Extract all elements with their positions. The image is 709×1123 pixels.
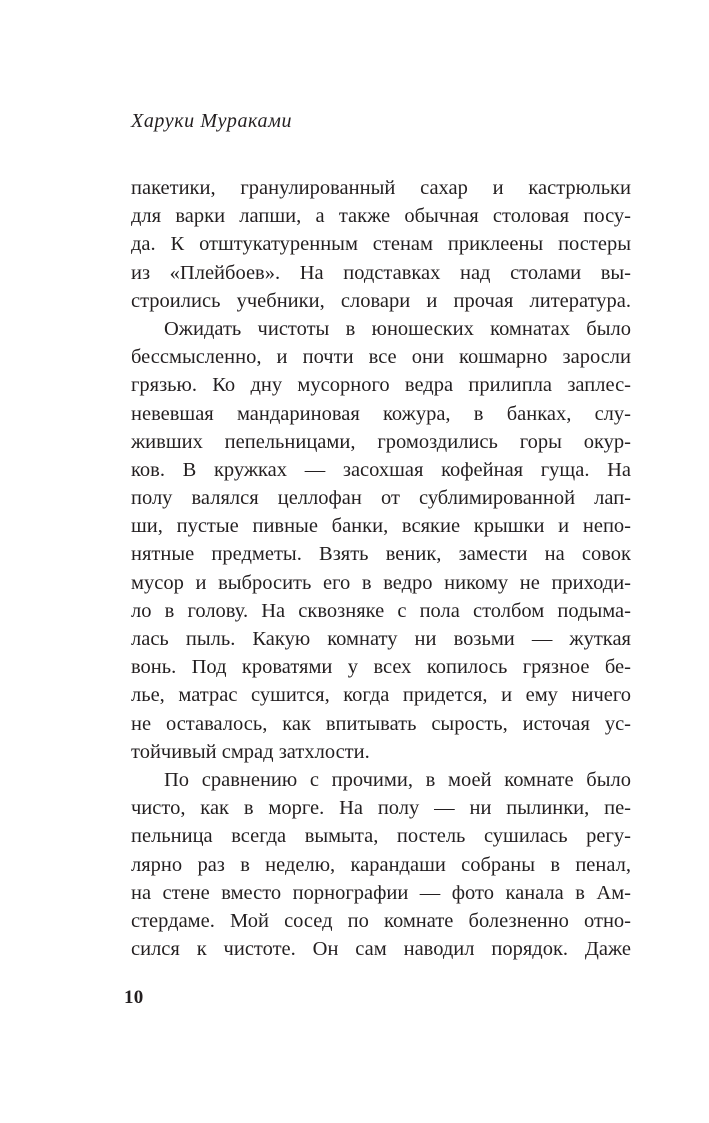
text-line: стердаме. Мой сосед по комнате болезненно отно- xyxy=(131,909,631,932)
text-line: бессмысленно, и почти все они кошмарно заросли xyxy=(131,346,631,369)
text-line: на стене вместо порнографии — фото канала в Ам- xyxy=(131,881,631,904)
text-line: вонь. Под кроватями у всех копилось грязное бе- xyxy=(131,656,631,679)
text-line: мусор и выбросить его в ведро никому не приходи- xyxy=(131,571,631,594)
text-line: нятные предметы. Взять веник, замести на совок xyxy=(131,543,631,566)
text-line: лась пыль. Какую комнату ни возьми — жуткая xyxy=(131,628,631,650)
text-line: лье, матрас сушится, когда придется, и ему ничего xyxy=(131,684,631,707)
text-line: сился к чистоте. Он сам наводил порядок. Даже xyxy=(131,938,631,961)
text-line: из «Плейбоев». На подставках над столами вы- xyxy=(131,261,631,284)
page-number: 10 xyxy=(124,987,144,1008)
text-line: для варки лапши, а также обычная столовая посу- xyxy=(131,205,631,228)
text-line: чисто, как в морге. На полу — ни пылинки, пе- xyxy=(131,797,631,820)
text-line: тойчивый смрад затхлости. xyxy=(131,740,370,763)
text-line: грязью. Ко дну мусорного ведра прилипла заплес- xyxy=(131,374,631,397)
text-line: лярно раз в неделю, карандаши собраны в пенал, xyxy=(131,853,631,876)
text-line: ло в голову. На сквозняке с пола столбом подыма- xyxy=(131,599,631,622)
text-line: невевшая мандариновая кожура, в банках, слу- xyxy=(131,402,631,425)
text-line: не оставалось, как впитывать сырость, источая ус- xyxy=(131,712,631,735)
running-head: Харуки Мураками xyxy=(131,110,293,132)
text-line: Ожидать чистоты в юношеских комнатах было xyxy=(164,317,631,340)
text-line: живших пепельницами, громоздились горы окур- xyxy=(131,430,631,453)
text-line: да. К отштукатуренным стенам приклеены постеры xyxy=(131,233,631,256)
text-line: пельница всегда вымыта, постель сушилась регу- xyxy=(131,825,631,848)
text-line: строились учебники, словари и прочая литература. xyxy=(131,289,631,312)
text-line: полу валялся целлофан от сублимированной лап- xyxy=(131,487,631,510)
body-text xyxy=(131,174,631,963)
text-line: По сравнению с прочими, в моей комнате было xyxy=(164,768,631,791)
text-line: пакетики, гранулированный сахар и кастрюльки xyxy=(131,177,631,199)
text-line: ков. В кружках — засохшая кофейная гуща. На xyxy=(131,458,631,481)
text-line: ши, пустые пивные банки, всякие крышки и непо- xyxy=(131,515,631,538)
